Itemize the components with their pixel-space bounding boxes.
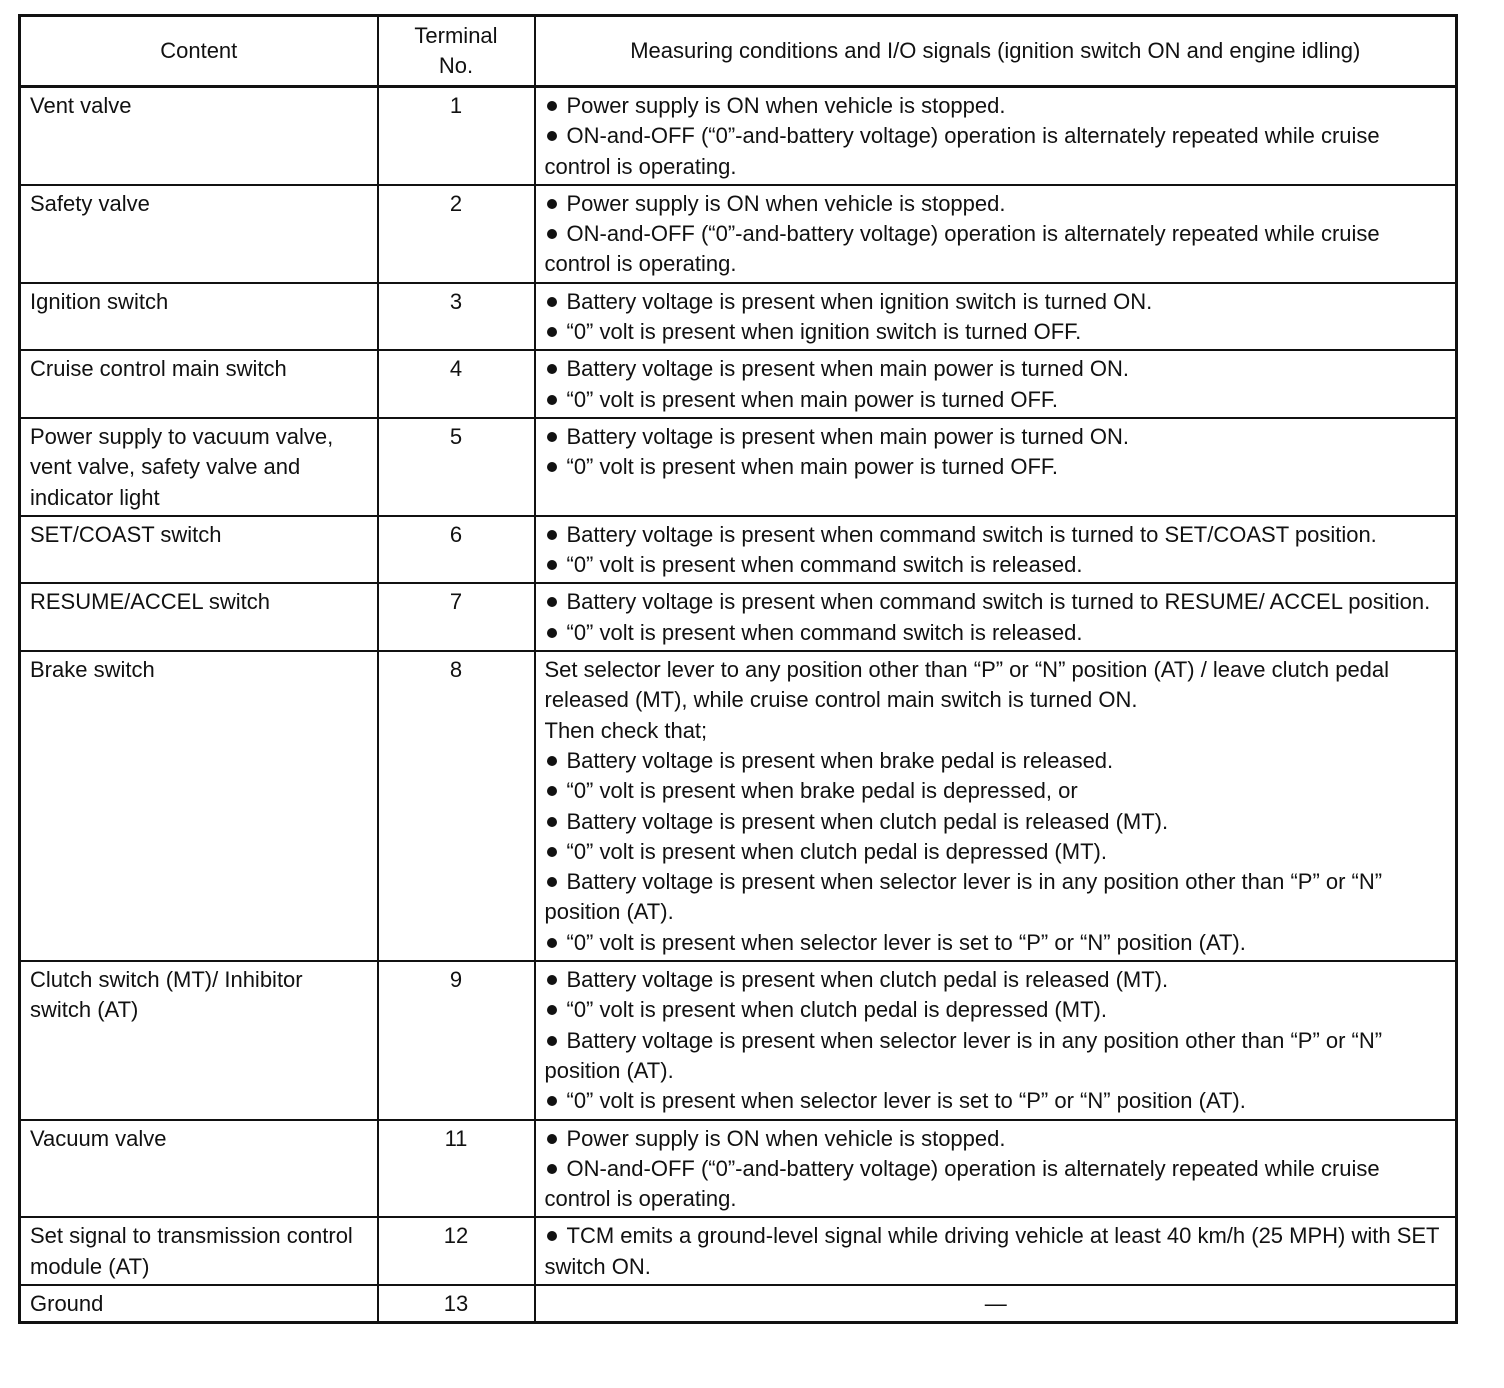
cell-terminal-no: 8	[378, 651, 535, 961]
bullet-item: TCM emits a ground-level signal while driving vehicle at least 40 km/h (25 MPH) with SET switch ON.	[545, 1221, 1448, 1282]
bullet-item: Battery voltage is present when selector lever is in any position other than “P” or “N” position (AT).	[545, 1026, 1448, 1087]
cell-measuring	[535, 516, 1457, 584]
instruction-text: Then check that;	[544, 717, 708, 743]
cell-terminal-no: 13	[378, 1285, 535, 1323]
bullet-item: Power supply is ON when vehicle is stopped.	[545, 189, 1448, 219]
cell-content: Vent valve	[20, 87, 378, 185]
cell-content: RESUME/ACCEL switch	[20, 583, 378, 651]
table-row	[20, 1217, 1457, 1285]
cell-content: Cruise control main switch	[20, 350, 378, 418]
bullet-item: Battery voltage is present when brake pedal is released.	[545, 746, 1448, 776]
bullet-item: Battery voltage is present when command switch is turned to RESUME/ ACCEL position.	[545, 587, 1448, 617]
cell-content: Brake switch	[20, 651, 378, 961]
cell-content: Ignition switch	[20, 283, 378, 351]
bullet-item: Battery voltage is present when clutch pedal is released (MT).	[545, 965, 1448, 995]
table-row	[20, 583, 1457, 651]
cell-measuring	[535, 418, 1457, 516]
table-row	[20, 418, 1457, 516]
cell-terminal-no: 2	[378, 185, 535, 283]
cell-terminal-no: 5	[378, 418, 535, 516]
cell-content: Ground	[20, 1285, 378, 1323]
bullet-item: Power supply is ON when vehicle is stopped.	[545, 91, 1448, 121]
cell-content: SET/COAST switch	[20, 516, 378, 584]
table-row	[20, 185, 1457, 283]
header-content: Content	[20, 16, 378, 87]
cell-content: Power supply to vacuum valve, vent valve, safety valve and indicator light	[20, 418, 378, 516]
bullet-item: “0” volt is present when command switch is released.	[545, 550, 1448, 580]
cell-measuring	[535, 961, 1457, 1119]
bullet-item: “0” volt is present when command switch is released.	[545, 618, 1448, 648]
cell-measuring	[535, 1217, 1457, 1285]
bullet-item: Battery voltage is present when clutch pedal is released (MT).	[545, 807, 1448, 837]
table-row	[20, 283, 1457, 351]
bullet-item: Battery voltage is present when main power is turned ON.	[545, 422, 1448, 452]
cell-content: Set signal to transmission control module (AT)	[20, 1217, 378, 1285]
bullet-item: ON-and-OFF (“0”-and-battery voltage) operation is alternately repeated while cruise control is operating.	[545, 121, 1448, 182]
bullet-item: “0” volt is present when selector lever is set to “P” or “N” position (AT).	[545, 928, 1448, 958]
bullet-item: Battery voltage is present when main power is turned ON.	[545, 354, 1448, 384]
cell-terminal-no: 3	[378, 283, 535, 351]
cell-measuring	[535, 185, 1457, 283]
instruction-text: Set selector lever to any position other than “P” or “N” position (AT) / leave clutch pedal released (MT), while cruise control main switch is turned ON.	[544, 657, 1390, 713]
bullet-item: ON-and-OFF (“0”-and-battery voltage) operation is alternately repeated while cruise control is operating.	[545, 219, 1448, 280]
bullet-item: “0” volt is present when brake pedal is depressed, or	[545, 776, 1448, 806]
bullet-item: “0” volt is present when clutch pedal is depressed (MT).	[545, 995, 1448, 1025]
cell-content: Clutch switch (MT)/ Inhibitor switch (AT)	[20, 961, 378, 1119]
table-row	[20, 651, 1457, 961]
cell-content: Safety valve	[20, 185, 378, 283]
header-row	[20, 16, 1457, 87]
table-row	[20, 1285, 1457, 1323]
table-row	[20, 1120, 1457, 1218]
cell-measuring	[535, 1120, 1457, 1218]
cell-measuring	[535, 87, 1457, 185]
dash-text: —	[984, 1290, 1007, 1316]
bullet-item: Power supply is ON when vehicle is stopped.	[545, 1124, 1448, 1154]
table-row	[20, 516, 1457, 584]
cell-measuring	[535, 583, 1457, 651]
bullet-item: Battery voltage is present when selector lever is in any position other than “P” or “N” position (AT).	[545, 867, 1448, 928]
cell-measuring	[535, 283, 1457, 351]
bullet-item: “0” volt is present when ignition switch is turned OFF.	[545, 317, 1448, 347]
terminal-table	[18, 14, 1458, 1324]
bullet-item: Battery voltage is present when ignition switch is turned ON.	[545, 287, 1448, 317]
cell-terminal-no: 11	[378, 1120, 535, 1218]
cell-content: Vacuum valve	[20, 1120, 378, 1218]
cell-terminal-no: 6	[378, 516, 535, 584]
cell-terminal-no: 4	[378, 350, 535, 418]
header-measuring: Measuring conditions and I/O signals (ignition switch ON and engine idling)	[535, 16, 1457, 87]
table-row	[20, 961, 1457, 1119]
cell-terminal-no: 9	[378, 961, 535, 1119]
bullet-item: “0” volt is present when clutch pedal is depressed (MT).	[545, 837, 1448, 867]
cell-terminal-no: 12	[378, 1217, 535, 1285]
bullet-item: “0” volt is present when selector lever is set to “P” or “N” position (AT).	[545, 1086, 1448, 1116]
cell-terminal-no: 1	[378, 87, 535, 185]
bullet-item: Battery voltage is present when command switch is turned to SET/COAST position.	[545, 520, 1448, 550]
cell-terminal-no: 7	[378, 583, 535, 651]
header-terminal: Terminal No.	[378, 16, 535, 87]
bullet-item: “0” volt is present when main power is turned OFF.	[545, 385, 1448, 415]
table-row	[20, 87, 1457, 185]
bullet-item: “0” volt is present when main power is turned OFF.	[545, 452, 1448, 482]
cell-measuring	[535, 350, 1457, 418]
cell-measuring	[535, 1285, 1457, 1323]
bullet-item: ON-and-OFF (“0”-and-battery voltage) operation is alternately repeated while cruise control is operating.	[545, 1154, 1448, 1215]
cell-measuring	[535, 651, 1457, 961]
table-row	[20, 350, 1457, 418]
